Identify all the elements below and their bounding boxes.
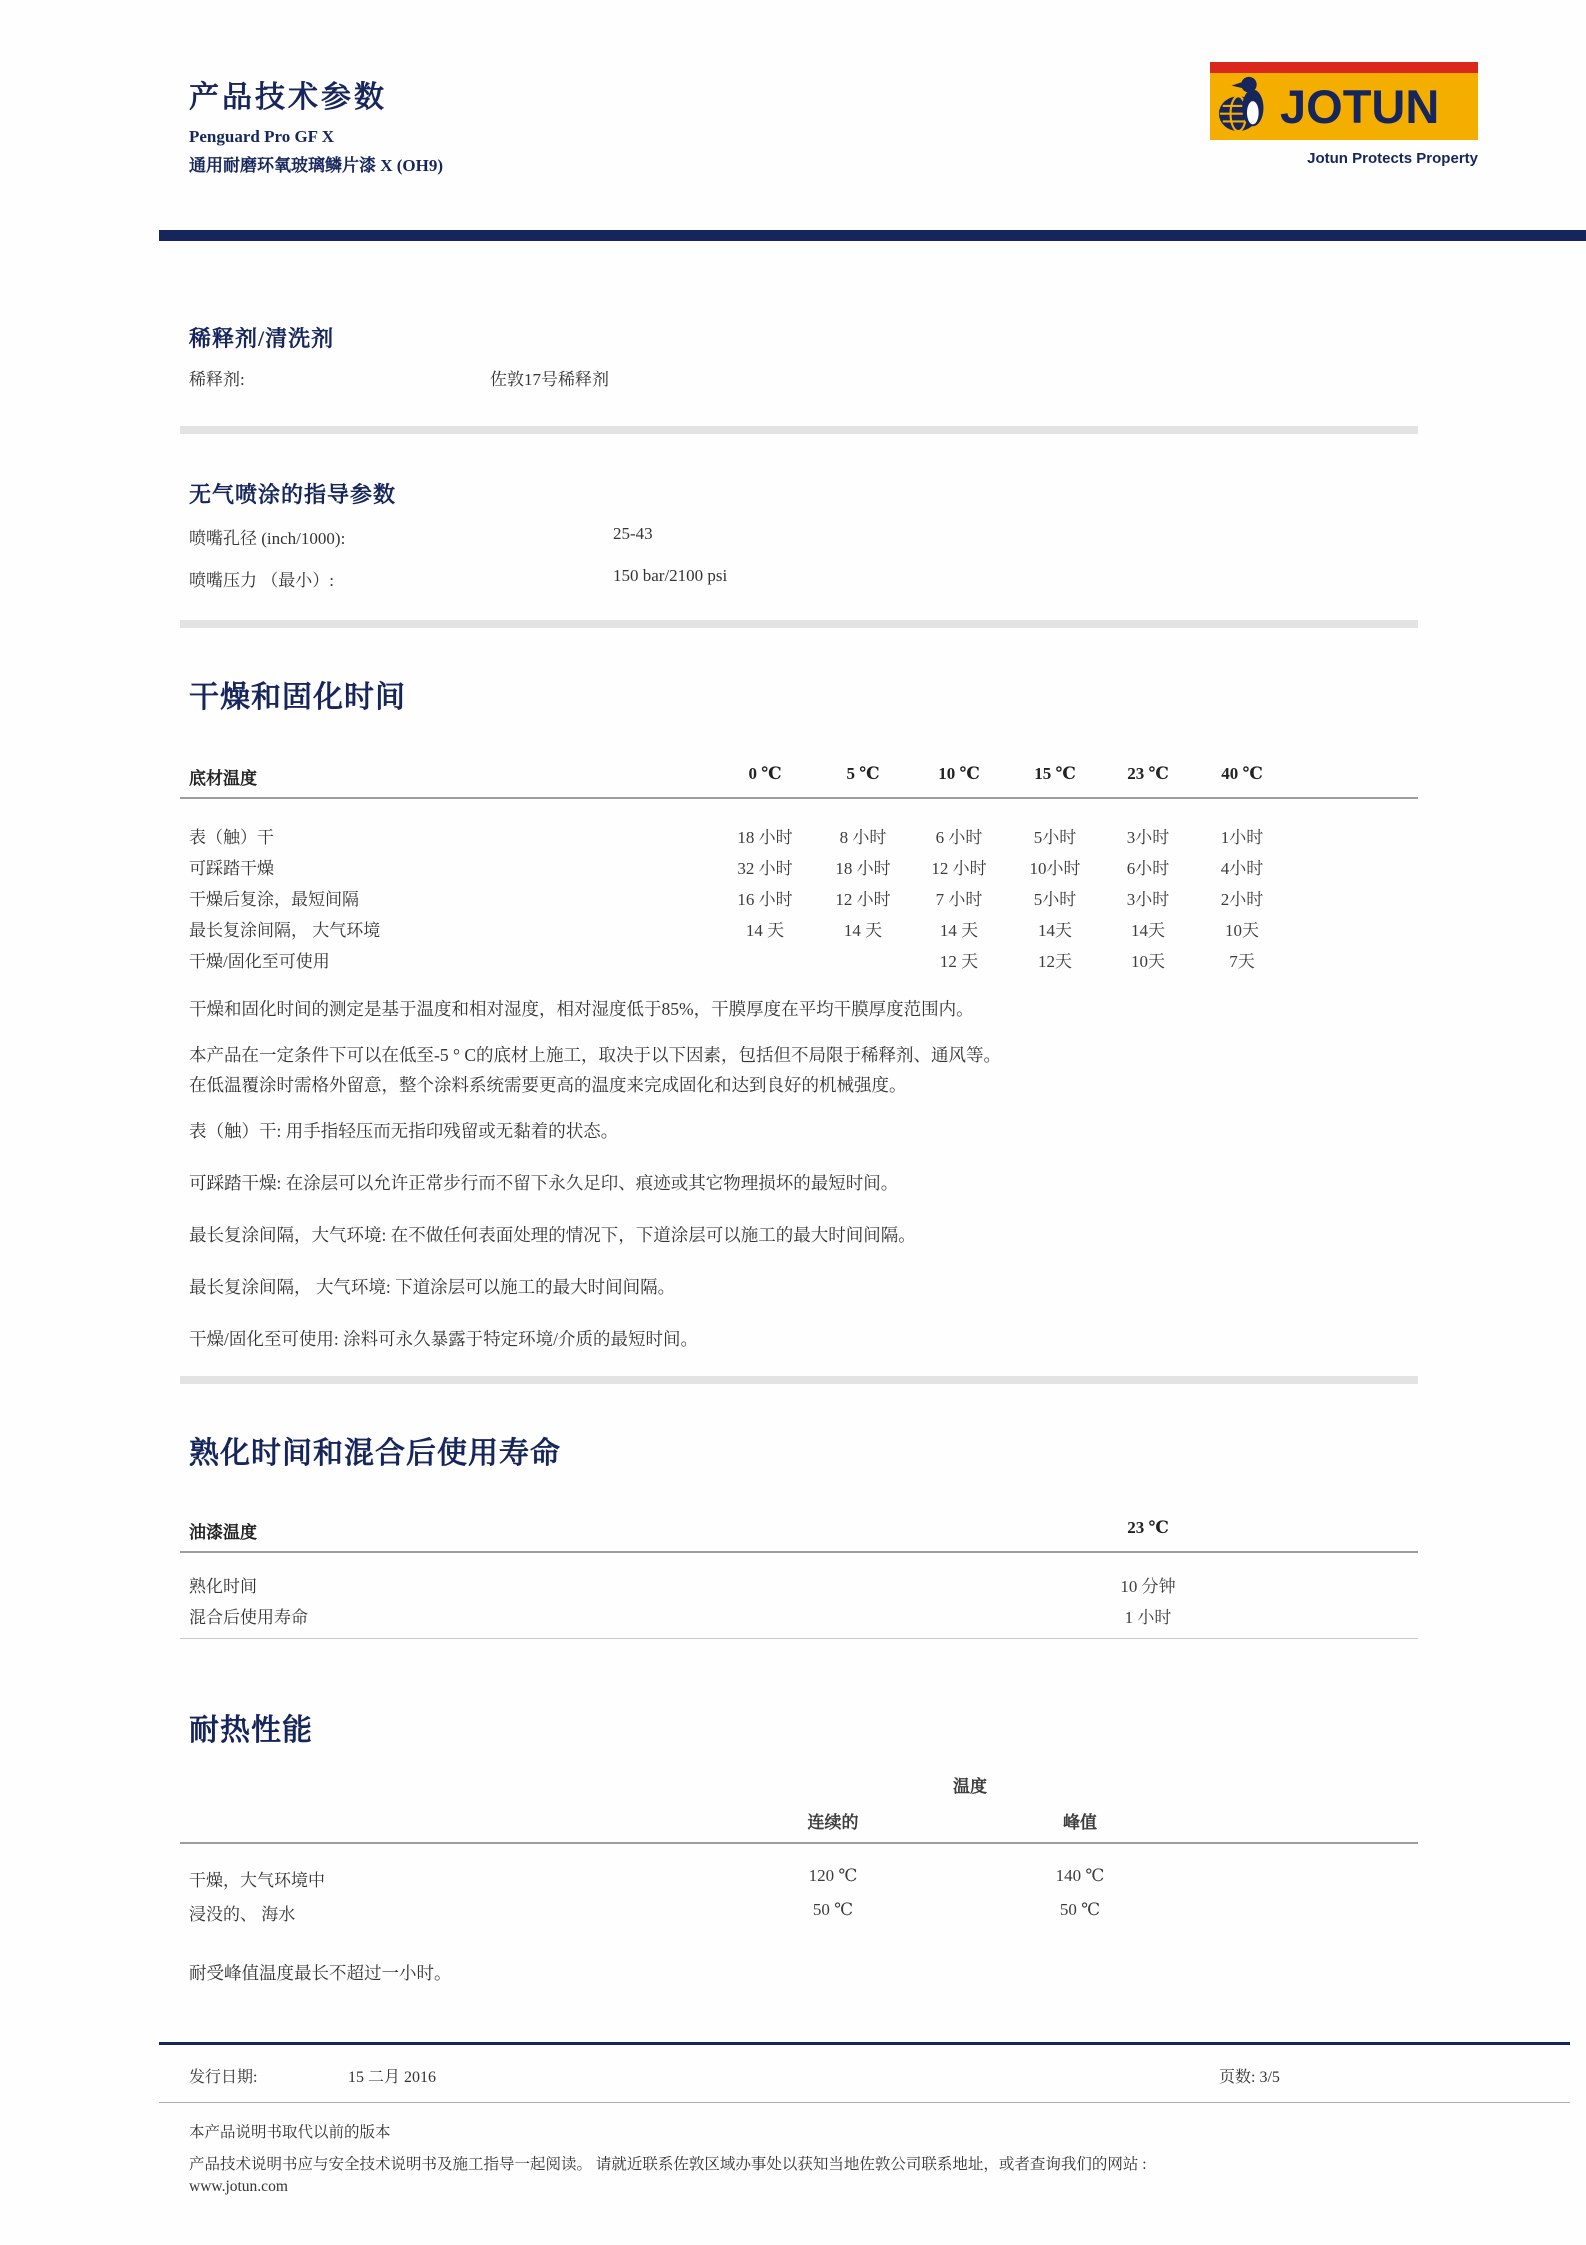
- footer-thin-rule: [159, 2102, 1570, 2103]
- section-divider: [180, 426, 1418, 434]
- table-cell: 14天: [1038, 921, 1072, 940]
- table-cell: 14 天: [843, 921, 883, 940]
- penguin-globe-icon: [1216, 73, 1278, 140]
- table-cell: 5小时: [1033, 828, 1077, 847]
- logo-tagline: Jotun Protects Property: [1307, 150, 1478, 167]
- potlife-table-header: 油漆温度: [189, 1523, 257, 1542]
- nozzle-size-label: 喷嘴孔径 (inch/1000):: [189, 529, 346, 548]
- header-divider-bar: [159, 230, 1586, 241]
- thinner-label: 稀释剂:: [189, 370, 245, 389]
- drying-note: 干燥/固化至可使用: 涂料可永久暴露于特定环境/介质的最短时间。: [189, 1329, 698, 1349]
- heat-continuous-value: 50 ℃: [812, 1900, 854, 1919]
- logo-red-stripe: [1210, 62, 1478, 73]
- potlife-label: 混合后使用寿命: [189, 1608, 308, 1627]
- table-cell: 12 天: [939, 952, 979, 971]
- heat-note: 耐受峰值温度最长不超过一小时。: [189, 1963, 452, 1983]
- issue-date-value: 15 二月 2016: [348, 2069, 437, 2086]
- table-cell: 6小时: [1126, 859, 1170, 878]
- table-cell: 3小时: [1126, 890, 1170, 909]
- induction-time-value: 10 分钟: [1120, 1577, 1176, 1596]
- heat-col-continuous: 连续的: [807, 1813, 859, 1832]
- jotun-logo: [1210, 62, 1478, 140]
- table-cell: 5小时: [1033, 890, 1077, 909]
- thinner-value: 佐敦17号稀释剂: [490, 370, 609, 389]
- heat-temp-header: 温度: [953, 1777, 987, 1796]
- table-cell: 18 小时: [835, 859, 891, 878]
- table-cell: 1小时: [1220, 828, 1264, 847]
- heat-row-label: 干燥，大气环境中: [189, 1871, 325, 1890]
- table-cell: 32 小时: [737, 859, 793, 878]
- table-cell: 14 天: [939, 921, 979, 940]
- table-cell: 10天: [1225, 921, 1259, 940]
- heat-col-peak: 峰值: [1063, 1813, 1097, 1832]
- table-cell: 2小时: [1220, 890, 1264, 909]
- section-divider: [180, 1376, 1418, 1384]
- table-cell: 14 天: [745, 921, 785, 940]
- drying-note: 表（触）干: 用手指轻压而无指印残留或无黏着的状态。: [189, 1121, 619, 1141]
- table-header-rule: [180, 1842, 1418, 1844]
- section-heading-heat: 耐热性能: [189, 1714, 313, 1747]
- table-cell: 3小时: [1126, 828, 1170, 847]
- table-cell: 16 小时: [737, 890, 793, 909]
- product-name: Penguard Pro GF X: [189, 127, 334, 146]
- logo-wordmark: JOTUN: [1280, 80, 1440, 133]
- table-row-label: 可踩踏干燥: [189, 859, 274, 878]
- section-heading-drying: 干燥和固化时间: [189, 681, 406, 714]
- section-heading-potlife: 熟化时间和混合后使用寿命: [189, 1437, 561, 1470]
- col-header-15c: 15 ℃: [1034, 764, 1076, 783]
- table-cell: 4小时: [1220, 859, 1264, 878]
- footer-divider-bar: [159, 2042, 1570, 2045]
- potlife-col-header: 23 ℃: [1127, 1518, 1169, 1537]
- footer-note-readwith: 产品技术说明书应与安全技术说明书及施工指导一起阅读。 请就近联系佐敦区域办事处以获知当地佐敦公司联系地址，或者查询我们的网站 :: [189, 2156, 1147, 2173]
- table-cell: 7天: [1229, 952, 1255, 971]
- nozzle-pressure-label: 喷嘴压力 （最小）:: [189, 571, 334, 590]
- product-description: 通用耐磨环氧玻璃鳞片漆 X (OH9): [189, 156, 444, 175]
- page-number: 页数: 3/5: [1219, 2069, 1280, 2086]
- section-heading-thinner: 稀释剂/清洗剂: [189, 326, 335, 351]
- table-header-rule: [180, 1551, 1418, 1553]
- table-row-label: 干燥后复涂，最短间隔: [189, 890, 359, 909]
- issue-date-label: 发行日期:: [189, 2069, 258, 2086]
- heat-peak-value: 50 ℃: [1059, 1900, 1101, 1919]
- drying-note: 在低温覆涂时需格外留意，整个涂料系统需要更高的温度来完成固化和达到良好的机械强度。: [189, 1075, 907, 1095]
- table-row-label: 表（触）干: [189, 828, 274, 847]
- table-bottom-rule: [180, 1638, 1418, 1639]
- page-title: 产品技术参数: [189, 81, 387, 114]
- heat-continuous-value: 120 ℃: [808, 1866, 858, 1885]
- table-cell: 10小时: [1029, 859, 1081, 878]
- nozzle-size-value: 25-43: [613, 524, 653, 543]
- potlife-value: 1 小时: [1124, 1608, 1172, 1627]
- table-row-label: 最长复涂间隔， 大气环境: [189, 921, 381, 940]
- drying-note: 干燥和固化时间的测定是基于温度和相对湿度，相对湿度低于85%，干膜厚度在平均干膜厚度范围内。: [189, 999, 974, 1019]
- footer-website-url: www.jotun.com: [189, 2178, 288, 2195]
- table-cell: 12天: [1038, 952, 1072, 971]
- drying-note: 最长复涂间隔，大气环境: 在不做任何表面处理的情况下，下道涂层可以施工的最大时间间隔。: [189, 1225, 916, 1245]
- section-divider: [180, 620, 1418, 628]
- table-cell: 6 小时: [935, 828, 983, 847]
- heat-peak-value: 140 ℃: [1055, 1866, 1105, 1885]
- induction-time-label: 熟化时间: [189, 1577, 257, 1596]
- col-header-23c: 23 ℃: [1127, 764, 1169, 783]
- heat-row-label: 浸没的、 海水: [189, 1905, 296, 1924]
- table-cell: 10天: [1131, 952, 1165, 971]
- col-header-10c: 10 ℃: [938, 764, 980, 783]
- table-cell: 7 小时: [935, 890, 983, 909]
- col-header-0c: 0 ℃: [748, 764, 782, 783]
- table-cell: 12 小时: [835, 890, 891, 909]
- table-cell: 12 小时: [931, 859, 987, 878]
- drying-table-row-header: 底材温度: [189, 769, 257, 788]
- drying-note: 最长复涂间隔， 大气环境: 下道涂层可以施工的最大时间间隔。: [189, 1277, 676, 1297]
- drying-note: 可踩踏干燥: 在涂层可以允许正常步行而不留下永久足印、痕迹或其它物理损坏的最短时间。: [189, 1173, 899, 1193]
- table-cell: 14天: [1131, 921, 1165, 940]
- table-cell: 18 小时: [737, 828, 793, 847]
- section-heading-airless: 无气喷涂的指导参数: [189, 482, 397, 507]
- table-cell: 8 小时: [839, 828, 887, 847]
- col-header-5c: 5 ℃: [846, 764, 880, 783]
- footer-note-supersedes: 本产品说明书取代以前的版本: [189, 2124, 391, 2141]
- table-header-rule: [180, 797, 1418, 799]
- nozzle-pressure-value: 150 bar/2100 psi: [613, 566, 728, 585]
- drying-note: 本产品在一定条件下可以在低至-5 ° C的底材上施工，取决于以下因素，包括但不局限于稀释剂、通风等。: [189, 1045, 1001, 1065]
- table-row-label: 干燥/固化至可使用: [189, 952, 330, 971]
- col-header-40c: 40 ℃: [1221, 764, 1263, 783]
